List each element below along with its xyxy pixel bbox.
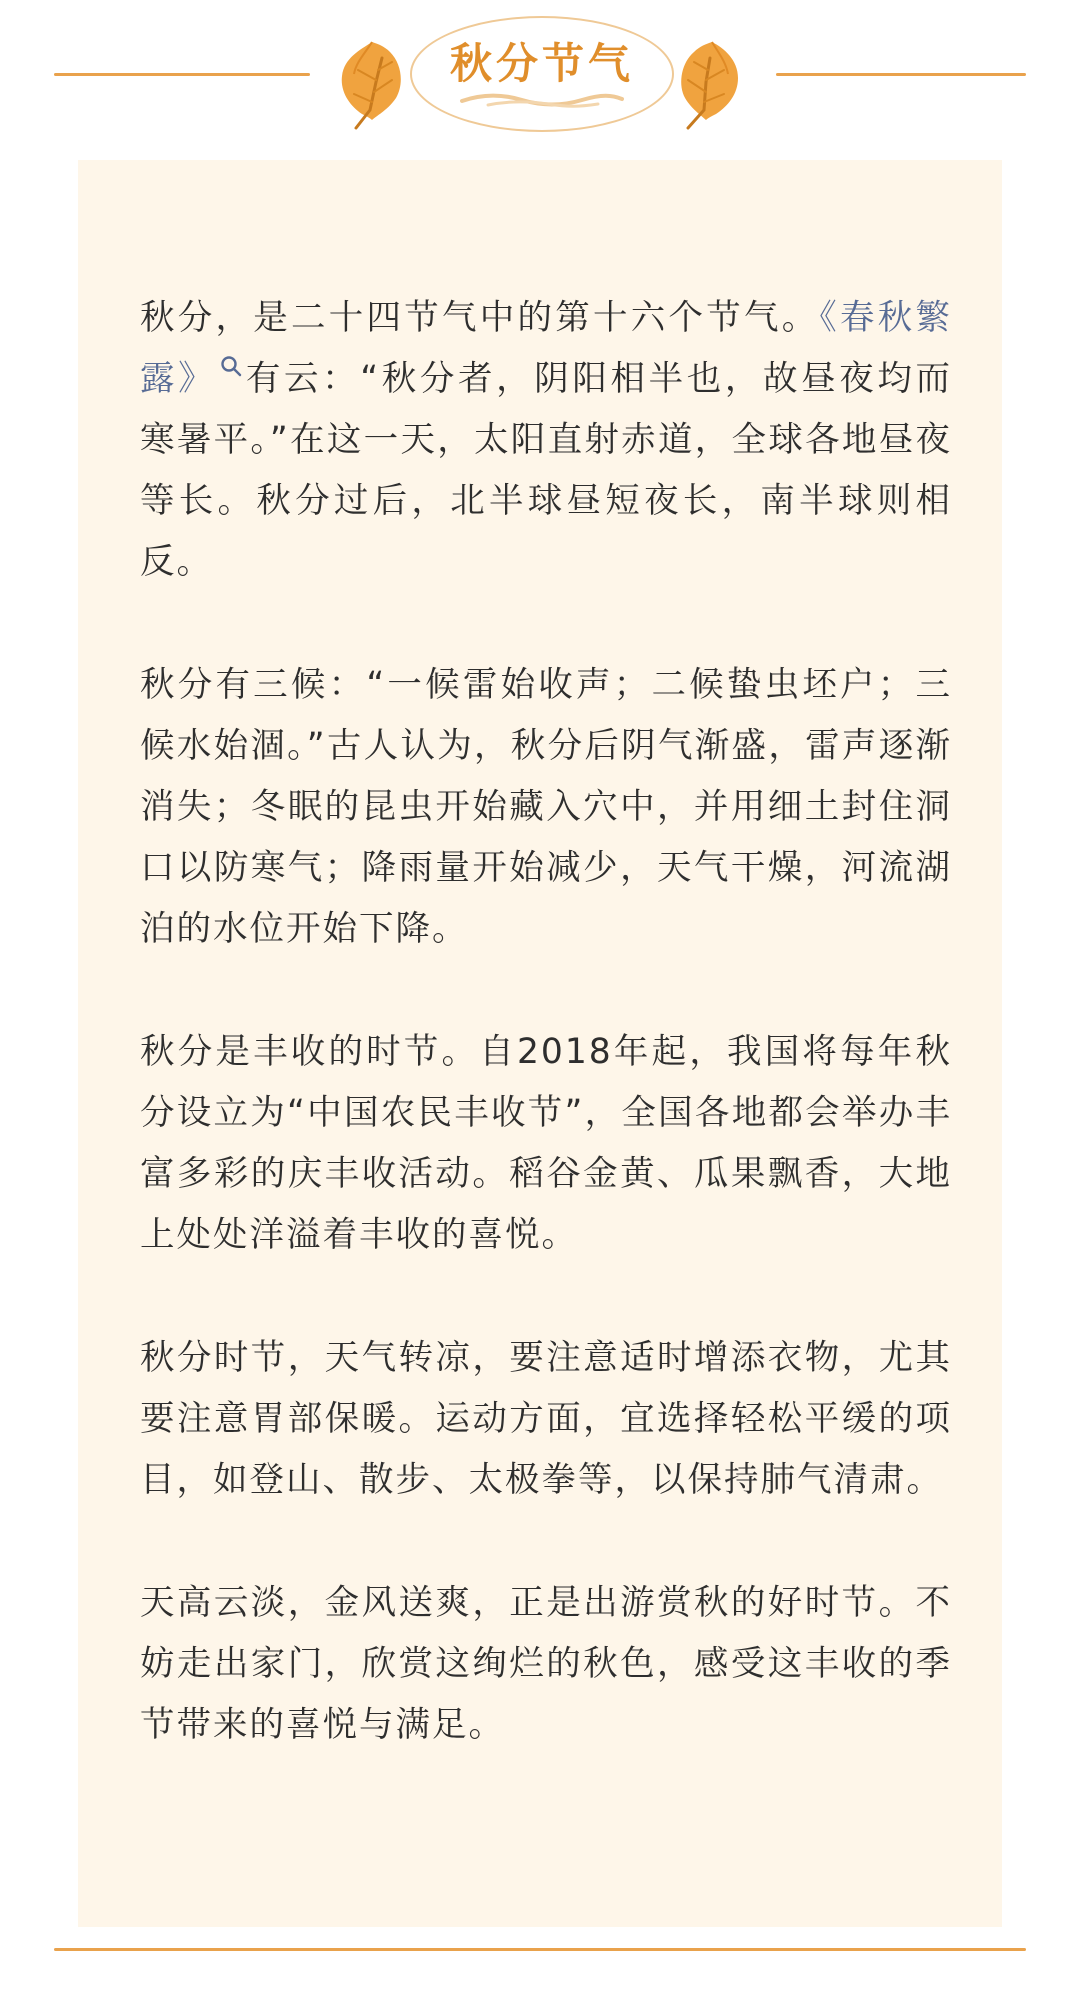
page-title: 秋分节气 — [449, 39, 634, 88]
article-paragraph-4: 秋分时节，天气转凉，要注意适时增添衣物，尤其要注意胃部保暖。运动方面，宜选择轻松平缓的项目，如登山、散步、太极拳等，以保持肺气清肃。 — [140, 1338, 952, 1500]
book-title-link[interactable]: 《春秋繁露》 — [140, 298, 952, 399]
article-body — [140, 288, 952, 1818]
article-card — [78, 160, 1002, 1927]
maple-leaf-icon — [336, 36, 408, 132]
article-paragraph-1 — [140, 288, 952, 593]
header-right-divider — [776, 73, 1026, 76]
paragraph-1-rest: 有云：“秋分者，阴阳相半也，故昼夜均而寒暑平。”在这一天，太阳直射赤道，全球各地昼夜等长。秋分过后，北半球昼短夜长，南半球则相反。 — [140, 359, 952, 582]
article-paragraph-3: 秋分是丰收的时节。自2018年起，我国将每年秋分设立为“中国农民丰收节”，全国各地都会举办丰富多彩的庆丰收活动。稻谷金黄、瓜果飘香，大地上处处洋溢着丰收的喜悦。 — [140, 1032, 952, 1255]
header-left-divider — [54, 73, 310, 76]
title-wave-decoration — [458, 92, 626, 108]
article-paragraph-5: 天高云淡，金风送爽，正是出游赏秋的好时节。不妨走出家门，欣赏这绚烂的秋色，感受这丰收的季节带来的喜悦与满足。 — [140, 1583, 952, 1745]
maple-leaf-icon — [672, 36, 744, 132]
paragraph-1-intro: 秋分，是二十四节气中的第十六个节气。 — [140, 298, 820, 338]
section-header — [0, 0, 1080, 150]
article-paragraph-2: 秋分有三候：“一候雷始收声；二候蛰虫坯户；三候水始涸。”古人认为，秋分后阴气渐盛，雷声逐渐消失；冬眠的昆虫开始藏入穴中，并用细土封住洞口以防寒气；降雨量开始减少，天气干燥，河流湖泊的水位开始下降。 — [140, 665, 952, 949]
footer-divider — [54, 1948, 1026, 1951]
search-icon[interactable] — [220, 355, 242, 377]
